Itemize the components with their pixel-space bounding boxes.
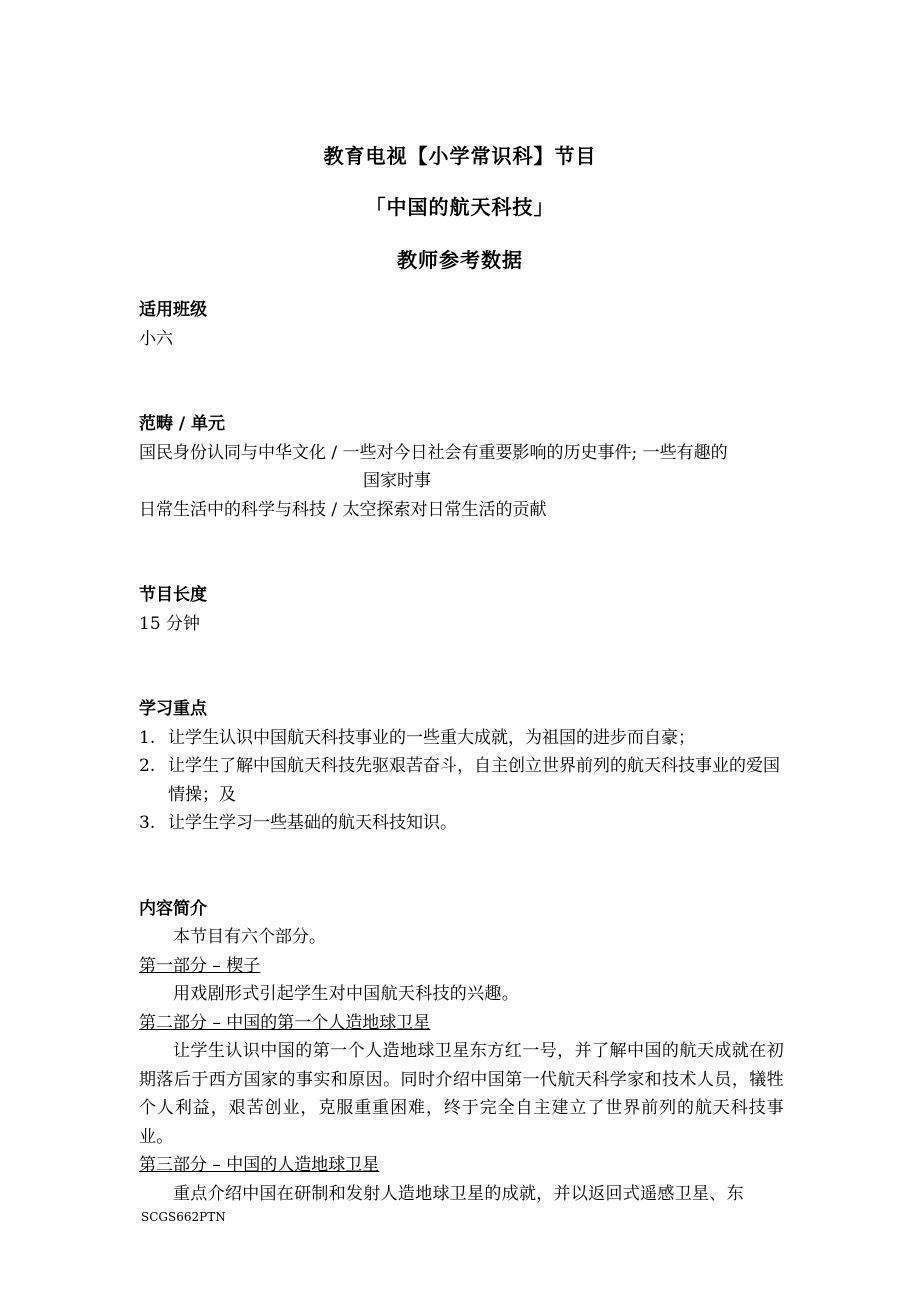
grade-value: 小六 (139, 328, 173, 349)
length-value: 15 分钟 (139, 613, 201, 634)
document-code: SCGS662PTN (141, 1210, 226, 1224)
part-title: 第三部分 – 中国的人造地球卫星 (139, 1155, 380, 1175)
category-line-1-continued: 国家时事 (363, 471, 431, 491)
section-gap (139, 838, 784, 895)
category-line-1: 国民身份认同与中华文化 / 一些对今日社会有重要影响的历史事件; 一些有趣的 (139, 442, 728, 463)
focus-item-text: 让学生认识中国航天科技事业的一些重大成就，为祖国的进步而自豪； (168, 727, 695, 748)
focus-item-number: 1. (139, 727, 156, 748)
focus-item (139, 752, 784, 809)
document-body (139, 296, 784, 1208)
summary-intro: 本节目有六个部分。 (173, 927, 326, 947)
part-text: 让学生认识中国的第一个人造地球卫星东方红一号，并了解中国的航天成就在初期落后于西方国家的事实和原因。同时介绍中国第一代航天科学家和技术人员，犠牲个人利益，艰苦创业，克服重重困难，终于完全自主建立了世界前列的航天科技事业。 (139, 1041, 784, 1147)
part-title: 第二部分 – 中国的第一个人造地球卫星 (139, 1012, 431, 1033)
part-title: 第一部分 – 楔子 (139, 955, 261, 976)
section-gap (139, 638, 784, 695)
focus-item-number: 3. (139, 813, 156, 833)
grade-heading: 适用班级 (139, 300, 207, 320)
section-gap (139, 353, 784, 410)
summary-heading: 内容简介 (139, 898, 207, 919)
category-line-2: 日常生活中的科学与科技 / 太空探索对日常生活的贡献 (139, 499, 547, 520)
focus-item-text: 让学生学习一些基础的航天科技知识。 (168, 813, 457, 833)
focus-item (139, 809, 784, 838)
document-title: 教育电视【小学常识科】节目 (323, 144, 597, 168)
length-heading: 节目长度 (139, 585, 207, 605)
part-text: 用戏剧形式引起学生对中国航天科技的兴趣。 (173, 984, 519, 1004)
focus-item-text: 让学生了解中国航天科技先驱艰苦奋斗，自主创立世界前列的航天科技事业的爱国情操；及 (168, 756, 780, 805)
focus-heading: 学习重点 (139, 699, 207, 719)
focus-list (139, 724, 784, 838)
focus-item-number: 2. (139, 756, 156, 776)
program-title: 「中国的航天科技」 (365, 195, 555, 219)
focus-item (139, 724, 784, 753)
category-heading: 范畴 / 单元 (139, 414, 226, 434)
document-subtitle: 教师参考数据 (397, 248, 523, 272)
section-gap (139, 524, 784, 581)
part-text: 重点介绍中国在研制和发射人造地球卫星的成就，并以返回式遥感卫星、东 (173, 1183, 744, 1204)
